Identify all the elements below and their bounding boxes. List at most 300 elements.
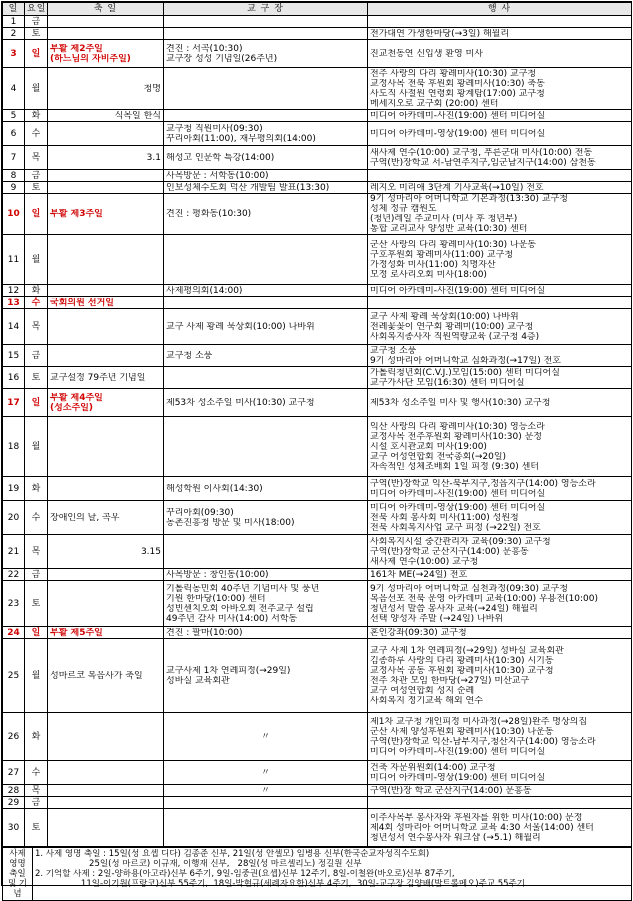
- festival-cell: [48, 761, 164, 785]
- day-number: 18: [3, 417, 25, 477]
- event-cell: [368, 761, 632, 785]
- day-number: 4: [3, 68, 25, 110]
- event-text: 9기 성마리아 어머니학교 기본과정(13:30) 교구청: [370, 194, 568, 204]
- diocese-cell: [164, 182, 368, 194]
- event-text: 새사제 연수(10:00) 교구청: [370, 556, 479, 567]
- festival-cell: [48, 194, 164, 235]
- day-row: [3, 627, 632, 639]
- diocese-cell: [164, 417, 368, 477]
- diocese-text: 49주년 감사 미사(14:00) 서학동: [166, 613, 298, 624]
- diocese-cell: [164, 68, 368, 110]
- diocese-cell: [164, 110, 368, 122]
- day-number: 3: [3, 40, 25, 68]
- day-number: 10: [3, 194, 25, 235]
- event-text: 자속적인 성체조배회 1일 피정 (9:30) 센터: [370, 461, 539, 472]
- weekday: 금: [25, 345, 48, 367]
- diocese-cell: [164, 297, 368, 309]
- day-number: 21: [3, 535, 25, 569]
- day-number: 26: [3, 713, 25, 761]
- diocese-cell: [164, 146, 368, 170]
- event-text: 이주사목부 봉사자와 후원자를 위한 미사(10:00) 문정: [370, 812, 583, 823]
- diocese-cell: [164, 809, 368, 847]
- event-text: 구역(반)장학교 익산-북부지구,정읍지구(14:00) 영등소라: [370, 478, 596, 489]
- event-text: 건축 자문위원회(14:00) 교구청: [370, 762, 496, 773]
- event-cell: [368, 309, 632, 345]
- day-row: [3, 170, 632, 182]
- weekday: 금: [25, 797, 48, 809]
- diocese-cell: [164, 367, 368, 389]
- day-number: 9: [3, 182, 25, 194]
- day-row: [3, 68, 632, 110]
- day-row: [3, 501, 632, 535]
- header-weekday: 요일: [25, 3, 48, 16]
- festival-text: 부활 제4주일: [50, 392, 103, 403]
- event-text: 모정 로사리오회 미사(18:00): [370, 269, 487, 280]
- diocese-cell: [164, 309, 368, 345]
- day-row: [3, 16, 632, 28]
- event-text: 전주 사랑의 다리 황례미사(10:30) 교구청: [370, 68, 537, 79]
- festival-cell: [48, 110, 164, 122]
- event-cell: [368, 477, 632, 501]
- day-row: [3, 182, 632, 194]
- header-row: [3, 3, 632, 16]
- weekday: 토: [25, 367, 48, 389]
- diocese-cell: [164, 389, 368, 417]
- event-text: 교구 사제 황례 묵상회(10:00) 나바위: [370, 311, 519, 322]
- day-row: [3, 309, 632, 345]
- festival-cell: [48, 170, 164, 182]
- festival-text: 국회의원 선거일: [50, 297, 114, 308]
- event-cell: [368, 68, 632, 110]
- day-row: [3, 235, 632, 285]
- festival-cell: [48, 122, 164, 146]
- festival-cell: [48, 639, 164, 713]
- event-text: 교구 여성연합회 성지 순례: [370, 685, 475, 696]
- event-text: 교정사목 공동 후원회 황례미사(10:30) 교구청: [370, 665, 554, 676]
- diocese-text: 교구청 소풍: [166, 350, 213, 361]
- festival-cell: [48, 797, 164, 809]
- event-text: 교구가사단 모임(16:30) 센터 미디어실: [370, 377, 525, 388]
- day-row: [3, 285, 632, 297]
- diocese-text: 인보성체수도회 덕산 개발팀 발표(13:30): [166, 182, 330, 193]
- event-text: 미디어 아카데미-사진(19:00) 센터 미디어실: [370, 746, 546, 757]
- diocese-cell: [164, 40, 368, 68]
- event-cell: [368, 122, 632, 146]
- event-text: 9기 성마리아 어머니학교 심천과정(09:30) 교구청: [370, 583, 568, 594]
- event-cell: [368, 417, 632, 477]
- event-text: 구역(반)장 학교 군산지구(14:00) 문흥동: [370, 785, 532, 796]
- festival-cell: [48, 569, 164, 581]
- event-text: 혼인강좌(09:30) 교구청: [370, 627, 467, 638]
- day-row: [3, 110, 632, 122]
- day-row: [3, 535, 632, 569]
- diocese-text: 교구사제 1차 연례피정(→29일): [166, 665, 291, 676]
- festival-cell: [48, 627, 164, 639]
- day-row: [3, 194, 632, 235]
- schedule-table: [2, 2, 632, 847]
- festival-cell: [48, 367, 164, 389]
- day-row: [3, 477, 632, 501]
- event-cell: [368, 170, 632, 182]
- footer-table: [2, 847, 632, 901]
- festival-cell: [48, 809, 164, 847]
- weekday: 월: [25, 235, 48, 285]
- weekday: 수: [25, 122, 48, 146]
- weekday: 목: [25, 146, 48, 170]
- event-text: 성체 정규 캠원도: [370, 204, 437, 214]
- event-text: 메세지오로 교구회 (20:00) 센터: [370, 98, 499, 109]
- event-text: 전북 사회복지사업 교구 피정 (→22일) 전호: [370, 522, 541, 533]
- schedule-body: [3, 16, 632, 847]
- day-row: [3, 345, 632, 367]
- diocese-text: 농촌진흥청 방문 및 미사(18:00): [166, 517, 295, 528]
- header-day: 일: [3, 3, 25, 16]
- event-text: 161차 ME(→24일) 전호: [370, 569, 468, 580]
- day-row: [3, 761, 632, 785]
- diocese-cell: [164, 194, 368, 235]
- weekday: 토: [25, 182, 48, 194]
- event-text: 사회복지시설 중간관리자 교육(09:30) 교구청: [370, 536, 551, 547]
- festival-text: 청명: [143, 83, 161, 94]
- festival-cell: [48, 389, 164, 417]
- diocese-text: 교구장 성성 기념일(26주년): [166, 53, 278, 64]
- event-text: 새사제 연수(10:00) 교구청, 푸른군대 미사(10:00) 전동: [370, 147, 593, 158]
- diocese-cell: [164, 28, 368, 40]
- event-cell: [368, 713, 632, 761]
- day-row: [3, 797, 632, 809]
- festival-cell: [48, 535, 164, 569]
- event-text: 익산 사랑의 다리 황례미사(10:30) 영등소라: [370, 421, 545, 432]
- diocese-text: 해성고 인문학 특강(14:00): [166, 152, 275, 163]
- event-cell: [368, 146, 632, 170]
- event-text: 선택 양성자 주말 (→24일) 나바위: [370, 613, 504, 624]
- event-text: 구역(반)장학교 군산지구(14:00) 문흥동: [370, 546, 529, 557]
- festival-cell: [48, 40, 164, 68]
- diocese-cell: [164, 581, 368, 627]
- day-number: 2: [3, 28, 25, 40]
- diocese-cell: [164, 569, 368, 581]
- diocese-text: 교구청 직원미사(09:30): [166, 123, 263, 134]
- day-number: 20: [3, 501, 25, 535]
- event-cell: [368, 367, 632, 389]
- diocese-text: 성빈센치오회 아바오회 전주교구 설립: [166, 603, 314, 614]
- day-row: [3, 146, 632, 170]
- weekday: 월: [25, 417, 48, 477]
- day-row: [3, 389, 632, 417]
- day-number: 6: [3, 122, 25, 146]
- day-number: 5: [3, 110, 25, 122]
- footer-content: [33, 848, 632, 901]
- diocese-cell: [164, 713, 368, 761]
- day-row: [3, 122, 632, 146]
- header-festival: 축 일: [48, 3, 164, 16]
- event-text: 교구청 소풍: [370, 345, 417, 356]
- event-cell: [368, 182, 632, 194]
- day-row: [3, 581, 632, 627]
- weekday: 목: [25, 785, 48, 797]
- diocese-cell: [164, 122, 368, 146]
- day-number: 28: [3, 785, 25, 797]
- weekday: 화: [25, 110, 48, 122]
- festival-cell: [48, 785, 164, 797]
- day-row: [3, 639, 632, 713]
- weekday: 목: [25, 309, 48, 345]
- diocese-text: 꾸리아회(09:30): [166, 507, 234, 518]
- event-text: 청년성서 말씀 봉사자 교육(→24일) 해월리: [370, 603, 538, 614]
- calendar-sheet: [1, 1, 632, 899]
- festival-text: 3.15: [140, 546, 161, 557]
- diocese-text: 〃: [260, 785, 270, 796]
- footer-line-2: 2. 기억할 사제 : 2일-양하용(아고라)신부 6주기, 9일-임중권(요셉)신부 12주기, 8일-이철완(바오로)신부 87주기,: [35, 869, 455, 879]
- diocese-cell: [164, 235, 368, 285]
- event-text: 교정사목 전주후원회 황례미사(10:30) 문정: [370, 431, 542, 442]
- festival-text: 부활 제5주일: [50, 627, 103, 638]
- event-cell: [368, 16, 632, 28]
- festival-text: (성소주일): [50, 402, 94, 413]
- weekday: 일: [25, 194, 48, 235]
- weekday: 일: [25, 627, 48, 639]
- event-text: 군산 사제 양성후원회 황례미사(10:30) 나운동: [370, 726, 554, 737]
- event-cell: [368, 235, 632, 285]
- weekday: 화: [25, 477, 48, 501]
- festival-text: 식목일 한식: [114, 110, 161, 121]
- event-text: 구역(반)장학교 익산-남부지구,청산지구(14:00) 영등소라: [370, 736, 596, 747]
- event-text: 사회복지종사자 직원역량교육 (교구청 4층): [370, 331, 540, 342]
- weekday: 금: [25, 569, 48, 581]
- weekday: 토: [25, 809, 48, 847]
- event-cell: [368, 809, 632, 847]
- diocese-cell: [164, 627, 368, 639]
- event-text: 청년성서 연수봉사자 워크샵 (→5.1) 해월리: [370, 832, 541, 843]
- weekday: 수: [25, 297, 48, 309]
- day-number: 23: [3, 581, 25, 627]
- diocese-text: 사목방문 : 서학동(10:00): [166, 170, 269, 181]
- festival-cell: [48, 345, 164, 367]
- diocese-text: 기원 한마당(10:00) 센터: [166, 593, 266, 604]
- header-event: 행 사: [368, 3, 632, 16]
- day-number: 22: [3, 569, 25, 581]
- day-number: 11: [3, 235, 25, 285]
- event-text: 제1차 교구청 개인피정 미사과정(→28일)완주 명상의집: [370, 716, 588, 727]
- header-diocese: 교 구 장: [164, 3, 368, 16]
- diocese-text: 교구 사제 황례 묵상회(10:00) 나바위: [166, 321, 315, 332]
- diocese-cell: [164, 285, 368, 297]
- day-number: 15: [3, 345, 25, 367]
- day-row: [3, 569, 632, 581]
- event-text: 사도직 사절원 연령회 황계탐(17:00) 교구청: [370, 88, 545, 99]
- festival-text: (하느님의 자비주일): [50, 53, 131, 64]
- event-text: 복음선포 전북 운영 아카데미 교육(10:00) 우용전(10:00): [370, 593, 599, 604]
- festival-text: 교구설정 79주년 기념일: [50, 372, 146, 383]
- event-text: 전북 사회 봉사회 미사(11:00) 성원청: [370, 512, 519, 523]
- diocese-text: 〃: [260, 731, 270, 742]
- day-number: 25: [3, 639, 25, 713]
- festival-cell: [48, 501, 164, 535]
- festival-text: 부활 제2주일: [50, 43, 103, 54]
- event-text: 가톨릭청년회(C.V.J.)모임(15:00) 센터 미디어실: [370, 367, 560, 378]
- day-row: [3, 785, 632, 797]
- day-row: [3, 417, 632, 477]
- diocese-cell: [164, 639, 368, 713]
- day-row: [3, 297, 632, 309]
- diocese-cell: [164, 785, 368, 797]
- weekday: 월: [25, 639, 48, 713]
- weekday: 화: [25, 713, 48, 761]
- footer-line-1: 1. 사제 영명 축일 : 15일(성 요셉 디다) 김종준 신부, 21일(성 안셀모) 임병용 신부(한국순교자성직수도회): [35, 849, 430, 859]
- event-cell: [368, 581, 632, 627]
- event-text: 김종하루 사랑의 다리 황례미사(10:30) 시기동: [370, 655, 554, 666]
- diocese-text: 기톨릭농민회 40주년 기념미사 및 풍년: [166, 583, 320, 594]
- diocese-text: 꾸리아회(11:00), 재무평의회(14:00): [166, 133, 316, 144]
- diocese-text: 사제평의회(14:00): [166, 285, 243, 296]
- day-number: 16: [3, 367, 25, 389]
- weekday: 금: [25, 16, 48, 28]
- day-number: 27: [3, 761, 25, 785]
- day-number: 30: [3, 809, 25, 847]
- festival-cell: [48, 182, 164, 194]
- event-text: 미디어 아카데미-사진(19:00) 센터 미디어실: [370, 285, 546, 296]
- event-text: 교구 사제 1차 연례피정(→29일) 성바실 교육회관: [370, 645, 564, 656]
- diocese-text: 견진 : 서곡(10:30): [166, 43, 243, 54]
- day-number: 8: [3, 170, 25, 182]
- day-number: 13: [3, 297, 25, 309]
- event-text: 시설 호시관교회 미사(19:00): [370, 441, 487, 452]
- weekday: 수: [25, 501, 48, 535]
- day-number: 14: [3, 309, 25, 345]
- festival-cell: [48, 417, 164, 477]
- festival-cell: [48, 297, 164, 309]
- day-number: 1: [3, 16, 25, 28]
- diocese-cell: [164, 535, 368, 569]
- weekday: 토: [25, 28, 48, 40]
- event-text: 전례꽃꽂이 연구회 황례미(10:00) 교구청: [370, 321, 534, 332]
- event-text: 교구 어성연합회 전국총회(→20일): [370, 451, 507, 462]
- event-text: 레지오 미리애 3단계 기사교육(→10일) 전호: [370, 182, 544, 193]
- diocese-cell: [164, 345, 368, 367]
- event-text: 가정성화 미사(11:00) 치명자산: [370, 259, 496, 270]
- event-cell: [368, 569, 632, 581]
- event-text: 미디어 아카데미-영상(19:00) 센터 미디어실: [370, 772, 546, 783]
- festival-cell: [48, 309, 164, 345]
- festival-text: 3.1: [146, 152, 161, 163]
- event-cell: [368, 40, 632, 68]
- diocese-cell: [164, 16, 368, 28]
- diocese-text: 견진 : 팔마(10:00): [166, 627, 243, 638]
- festival-cell: [48, 28, 164, 40]
- day-row: [3, 713, 632, 761]
- event-text: 9기 성마리아 어머니학교 심화과정(→17일) 전호: [370, 355, 561, 366]
- day-number: 7: [3, 146, 25, 170]
- event-text: 미디어 아카데미-영상(19:00) 센터 미디어실: [370, 128, 546, 139]
- day-number: 12: [3, 285, 25, 297]
- event-text: 미디어 아카데미-영상(19:00) 센터 미디어실: [370, 502, 546, 513]
- diocese-cell: [164, 477, 368, 501]
- event-cell: [368, 389, 632, 417]
- event-cell: [368, 535, 632, 569]
- diocese-text: 해성학원 이사회(14:30): [166, 483, 263, 494]
- day-row: [3, 367, 632, 389]
- diocese-text: 견진 : 평화동(10:30): [166, 209, 252, 219]
- event-cell: [368, 194, 632, 235]
- event-cell: [368, 28, 632, 40]
- event-text: 전가대연 가생한마당(→3일) 해월리: [370, 28, 510, 39]
- day-row: [3, 809, 632, 847]
- diocese-text: 성바실 교육회관: [166, 675, 230, 686]
- festival-cell: [48, 285, 164, 297]
- event-cell: [368, 110, 632, 122]
- event-cell: [368, 345, 632, 367]
- diocese-cell: [164, 797, 368, 809]
- event-text: 제53차 성소주일 미사 및 행사(10:30) 교구청: [370, 397, 551, 408]
- festival-cell: [48, 235, 164, 285]
- festival-cell: [48, 477, 164, 501]
- festival-cell: [48, 68, 164, 110]
- weekday: 화: [25, 285, 48, 297]
- footer-row: [3, 848, 632, 901]
- day-row: [3, 28, 632, 40]
- diocese-cell: [164, 761, 368, 785]
- footer-line-2b: 11일-이기원(프랑코)신부 55주기, 18일-박현규(세례자요한)신부 4주기, 30일-교구장 김양배(발트롤메오)주교 55주기: [35, 879, 525, 889]
- event-text: 구호후원회 황례미사(11:00) 교구청: [370, 249, 514, 260]
- event-text: 구역(반)장학교 서-남연주지구,임군남지구(14:00) 삼천동: [370, 157, 596, 168]
- festival-cell: [48, 16, 164, 28]
- diocese-cell: [164, 170, 368, 182]
- event-text: 진교천동연 신입생 환영 미사: [370, 48, 483, 59]
- event-cell: [368, 627, 632, 639]
- footer-line-1b: 25일(성 마르코) 이규재, 이행재 신부, 28일(성 마르셀리노) 정길원 신부: [35, 859, 362, 869]
- festival-text: 부활 제3주일: [50, 209, 103, 219]
- festival-text: 성마르코 복음사가 축일: [50, 670, 143, 681]
- festival-cell: [48, 713, 164, 761]
- day-number: 29: [3, 797, 25, 809]
- day-row: [3, 40, 632, 68]
- day-number: 17: [3, 389, 25, 417]
- event-cell: [368, 639, 632, 713]
- weekday: 월: [25, 68, 48, 110]
- diocese-text: 〃: [260, 767, 270, 778]
- diocese-cell: [164, 501, 368, 535]
- weekday: 토: [25, 581, 48, 627]
- weekday: 금: [25, 170, 48, 182]
- event-text: (청년)레일 주교미사 (미사 후 청년부): [370, 214, 518, 224]
- event-text: 미디어 아카데미-사진(19:00) 센터 미디어실: [370, 488, 546, 499]
- weekday: 목: [25, 535, 48, 569]
- event-text: 사회복지 정기교육 해외 연수: [370, 695, 483, 706]
- diocese-text: 사목방문 : 창인동(10:00): [166, 569, 269, 580]
- event-cell: [368, 297, 632, 309]
- day-number: 24: [3, 627, 25, 639]
- event-text: 전주 차관 모임 한마당(→27일) 미산교구: [370, 675, 530, 686]
- event-cell: [368, 285, 632, 297]
- day-number: 19: [3, 477, 25, 501]
- event-text: 군산 사랑의 다리 황례미사(10:30) 나운동: [370, 239, 537, 250]
- event-cell: [368, 501, 632, 535]
- event-text: 교정사목 전북 후원회 황례미사(10:30) 축동: [370, 78, 545, 89]
- weekday: 일: [25, 389, 48, 417]
- event-text: 통합 교리교사 양성반 교육(10:30) 센터: [370, 224, 528, 234]
- weekday: 일: [25, 40, 48, 68]
- festival-cell: [48, 146, 164, 170]
- event-cell: [368, 797, 632, 809]
- festival-cell: [48, 581, 164, 627]
- event-text: 미디어 아카데미-사진(19:00) 센터 미디어실: [370, 110, 546, 121]
- event-cell: [368, 785, 632, 797]
- weekday: 수: [25, 761, 48, 785]
- diocese-text: 제53차 성소주일 미사(10:30) 교구청: [166, 397, 315, 408]
- festival-text: 장애인의 날, 곡우: [50, 512, 120, 523]
- event-text: 제4회 성마리아 어머니학교 교육 4:30 서울(14:00) 센터: [370, 822, 594, 833]
- footer-label: 사제 영명 축일 및 기념: [3, 848, 33, 901]
